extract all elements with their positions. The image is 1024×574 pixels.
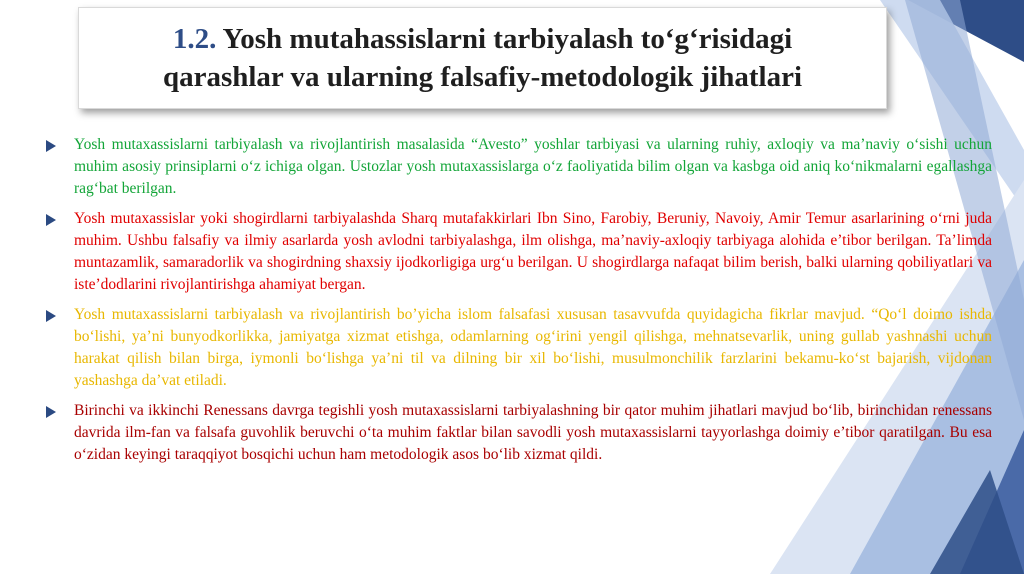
triangle-bullet-icon bbox=[46, 406, 56, 418]
bullet-list bbox=[46, 134, 992, 474]
triangle-bullet-icon bbox=[46, 140, 56, 152]
title-line-1 bbox=[173, 20, 792, 58]
bullet-item bbox=[46, 134, 992, 200]
bullet-text-renaissance: Birinchi va ikkinchi Renessans davrga tegishli yosh mutaxassislarni tarbiyalashning bir qator muhim jihatlari mavjud bo‘lib, birinchidan renessans davrida ilm-fan va falsafa guvohlik beruvchi o‘ta muhim faktlar bilan savodli yosh mutaxassislarni tayyorlashga doimiy e’tibor qaratilgan. Bu esa o‘zidan keyingi taraqqiyot bosqichi uchun ham metodologik asos bo‘lib xizmat qildi. bbox=[74, 402, 992, 463]
triangle-bullet-icon bbox=[46, 310, 56, 322]
section-number: 1.2. bbox=[172, 23, 217, 55]
bullet-item bbox=[46, 208, 992, 296]
bullet-item bbox=[46, 304, 992, 392]
bullet-item bbox=[46, 400, 992, 466]
title-line-1-text: Yosh mutahassislarni tarbiyalash to‘g‘risidagi bbox=[216, 23, 793, 55]
title-box bbox=[78, 7, 887, 109]
bullet-text-eastern-thinkers: Yosh mutaxassislar yoki shogirdlarni tarbiyalashda Sharq mutafakkirlari Ibn Sino, Farobiy, Beruniy, Navoiy, Amir Temur asarlarining o‘rni juda muhim. Ushbu falsafiy va ilmiy asarlarda yosh avlodni tarbiyalashga, ilm olishga, ma’naviy-axloqiy tarbiyaga alohida e’tibor berilgan. Ta’limda muntazamlik, samaradorlik va shogirdning shaxsiy ijodkorligiga urg‘u berilgan. U shogirdlarga nafaqat bilim berish, balki ularning qobiliyatlari va iste’dodlarini rivojlantirishga ahamiyat bergan. bbox=[74, 210, 992, 293]
title-line-2: qarashlar va ularning falsafiy-metodologik jihatlari bbox=[162, 61, 803, 93]
bullet-text-avesto: Yosh mutaxassislarni tarbiyalash va rivojlantirish masalasida “Avesto” yoshlar tarbiyasi va ularning ruhiy, axloqiy va ma’naviy o‘sishi uchun muhim asosiy prinsiplarni o‘z ichiga olgan. Ustozlar yosh mutaxassislarga o‘z faoliyatida bilim olgan va kasbga oid aniq ko‘nikmalarni egallashga rag‘bat berilgan. bbox=[74, 136, 992, 197]
bullet-text-islamic-philosophy: Yosh mutaxassislarni tarbiyalash va rivojlantirish bo’yicha islom falsafasi xususan tasavvufda quyidagicha fikrlar mavjud. “Qo‘l doimo ishda bo‘lishi, ya’ni bunyodkorlikka, jamiyatga xizmat etishga, odamlarning og‘irini yengil qilishga, mehnatsevarlik, uning gullab yashnashi uchun harakat qilish bilan birga, iymonli bo‘lishga ya’ni til va dilning bir xil bo‘lishi, musulmonchilik farzlarini bekamu-ko‘st bajarish, vijdonan yashashga da’vat etiladi. bbox=[74, 306, 992, 389]
triangle-bullet-icon bbox=[46, 214, 56, 226]
